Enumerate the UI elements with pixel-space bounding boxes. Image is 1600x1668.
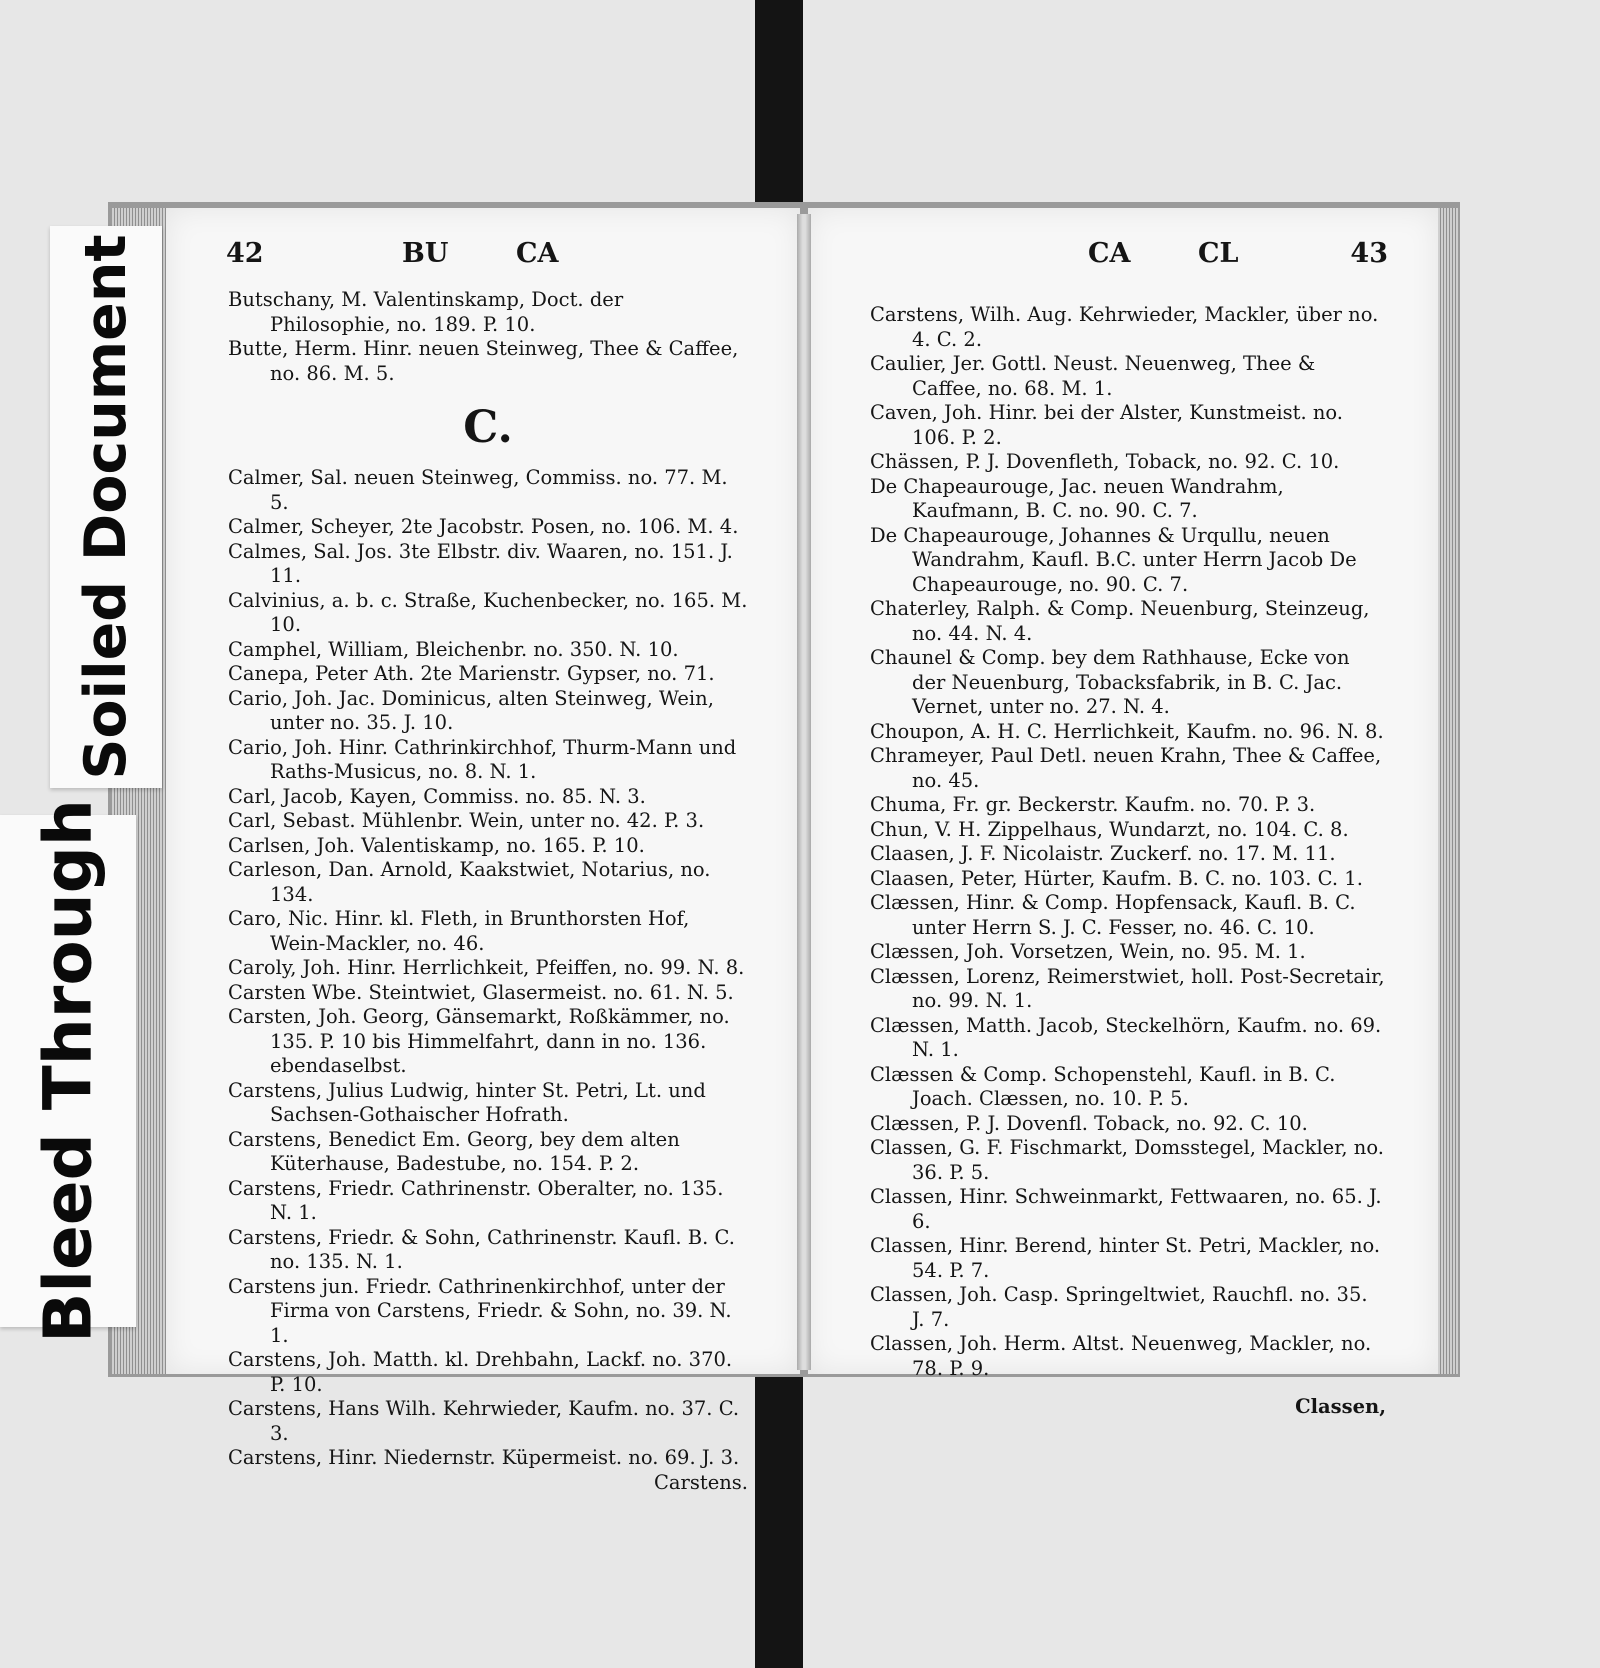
directory-entry: Caven, Joh. Hinr. bei der Alster, Kunstmeist. no. 106. P. 2. [870, 401, 1343, 449]
page-number: 42 [226, 238, 264, 269]
directory-entry: Carstens, Joh. Matth. kl. Drehbahn, Lackf. no. 370. P. 10. [228, 1348, 733, 1396]
page-number: 43 [1350, 238, 1388, 269]
directory-entry: Caroly, Joh. Hinr. Herrlichkeit, Pfeiffen, no. 99. N. 8. [228, 956, 745, 979]
directory-entry: De Chapeaurouge, Johannes & Urqullu, neuen Wandrahm, Kaufl. B.C. unter Herrn Jacob De Chapeaurouge, no. 90. C. 7. [870, 523, 1357, 596]
directory-entry: De Chapeaurouge, Jac. neuen Wandrahm, Kaufmann, B. C. no. 90. C. 7. [870, 474, 1284, 522]
directory-entry: Chässen, P. J. Dovenfleth, Toback, no. 92. C. 10. [870, 450, 1340, 473]
directory-entry: Carleson, Dan. Arnold, Kaakstwiet, Notarius, no. 134. [228, 858, 711, 906]
right-page-header [868, 238, 1388, 278]
directory-entry: Caro, Nic. Hinr. kl. Fleth, in Brunthorsten Hof, Wein-Mackler, no. 46. [228, 907, 690, 955]
directory-entry: Calmes, Sal. Jos. 3te Elbstr. div. Waaren, no. 151. J. 11. [228, 539, 733, 587]
directory-entry: Carsten Wbe. Steintwiet, Glasermeist. no. 61. N. 5. [228, 980, 734, 1004]
directory-entry: Carstens, Friedr. & Sohn, Cathrinenstr. Kaufl. B. C. no. 135. N. 1. [228, 1225, 735, 1273]
directory-entry: Carl, Sebast. Mühlenbr. Wein, unter no. 42. P. 3. [228, 809, 705, 832]
bleed-through-label [0, 799, 136, 1343]
directory-entry: Carstens, Hans Wilh. Kehrwieder, Kaufm. no. 37. C. 3. [228, 1397, 740, 1445]
directory-entry: Chaterley, Ralph. & Comp. Neuenburg, Steinzeug, no. 44. N. 4. [870, 597, 1370, 645]
directory-entry: Carstens jun. Friedr. Cathrinenkirchhof, unter der Firma von Carstens, Friedr. & Sohn, no. 39. N. 1. [228, 1274, 732, 1347]
directory-entry: Clæssen, Hinr. & Comp. Hopfensack, Kaufl. B. C. unter Herrn S. J. C. Fesser, no. 46. C. 10. [870, 891, 1356, 939]
directory-entry: Chrameyer, Paul Detl. neuen Krahn, Thee & Caffee, no. 45. [870, 744, 1382, 792]
header-letters-right: CA [516, 238, 559, 269]
header-letters-right: CL [1198, 238, 1239, 269]
directory-entry: Chaunel & Comp. bey dem Rathhause, Ecke von der Neuenburg, Tobacksfabrik, in B. C. Jac. Vernet, unter no. 27. N. 4. [870, 646, 1350, 718]
directory-entry: Choupon, A. H. C. Herrlichkeit, Kaufm. no. 96. N. 8. [870, 719, 1384, 743]
catchword: Classen, [1295, 1395, 1386, 1418]
header-letters-left: BU [402, 238, 449, 269]
catchword: Carstens. [653, 1470, 748, 1494]
directory-entry: Claasen, Peter, Hürter, Kaufm. B. C. no. 103. C. 1. [870, 866, 1363, 890]
directory-entry: Chuma, Fr. gr. Beckerstr. Kaufm. no. 70. P. 3. [870, 793, 1316, 816]
directory-entry: Canepa, Peter Ath. 2te Marienstr. Gypser, no. 71. [228, 662, 715, 685]
directory-entry: Butte, Herm. Hinr. neuen Steinweg, Thee & Caffee, no. 86. M. 5. [228, 337, 739, 385]
directory-entry: Carstens, Wilh. Aug. Kehrwieder, Mackler, über no. 4. C. 2. [870, 303, 1379, 351]
directory-entry: Camphel, William, Bleichenbr. no. 350. N. 10. [228, 637, 679, 661]
directory-entry: Cario, Joh. Jac. Dominicus, alten Steinweg, Wein, unter no. 35. J. 10. [228, 686, 714, 734]
right-page-entries [870, 303, 1386, 1420]
directory-entry: Classen, Joh. Casp. Springeltwiet, Rauchfl. no. 35. J. 7. [870, 1283, 1368, 1331]
directory-entry: Clæssen, Lorenz, Reimerstwiet, holl. Post-Secretair, no. 99. N. 1. [870, 964, 1385, 1012]
directory-entry: Carstens, Hinr. Niedernstr. Küpermeist. no. 69. J. 3. [228, 1446, 740, 1469]
section-letter: C. [463, 402, 513, 453]
soiled-document-label [50, 226, 162, 788]
right-page [808, 208, 1438, 1418]
directory-entry: Clæssen & Comp. Schopenstehl, Kaufl. in B. C. Joach. Clæssen, no. 10. P. 5. [870, 1062, 1336, 1110]
directory-entry: Carstens, Julius Ludwig, hinter St. Petri, Lt. und Sachsen-Gothaischer Hofrath. [228, 1078, 706, 1126]
directory-entry: Butschany, M. Valentinskamp, Doct. der Philosophie, no. 189. P. 10. [228, 288, 624, 336]
binding-strip-top [755, 0, 803, 212]
directory-entry: Clæssen, Joh. Vorsetzen, Wein, no. 95. M. 1. [870, 940, 1306, 963]
directory-entry: Carstens, Friedr. Cathrinenstr. Oberalter, no. 135. N. 1. [228, 1176, 724, 1224]
soiled-document-label-text: Soiled Document [73, 234, 139, 780]
directory-entry: Caulier, Jer. Gottl. Neust. Neuenweg, Thee & Caffee, no. 68. M. 1. [870, 352, 1316, 400]
directory-entry: Clæssen, Matth. Jacob, Steckelhörn, Kaufm. no. 69. N. 1. [870, 1013, 1382, 1061]
directory-entry: Classen, Hinr. Schweinmarkt, Fettwaaren, no. 65. J. 6. [870, 1185, 1382, 1233]
directory-entry: Carl, Jacob, Kayen, Commiss. no. 85. N. 3. [228, 784, 646, 808]
bleed-through-label-text: Bleed Through [29, 799, 107, 1343]
book-gutter [797, 214, 811, 1370]
binding-strip-bottom [755, 1370, 803, 1668]
directory-entry: Classen, Joh. Herm. Altst. Neuenweg, Mackler, no. 78. P. 9. [870, 1332, 1372, 1380]
directory-entry: Clæssen, P. J. Dovenfl. Toback, no. 92. C. 10. [870, 1111, 1308, 1135]
directory-entry: Carsten, Joh. Georg, Gänsemarkt, Roßkämmer, no. 135. P. 10 bis Himmelfahrt, dann in no. 136. ebendaselbst. [228, 1005, 730, 1077]
directory-entry: Calmer, Sal. neuen Steinweg, Commiss. no. 77. M. 5. [228, 466, 728, 514]
directory-entry: Calvinius, a. b. c. Straße, Kuchenbecker, no. 165. M. 10. [228, 588, 748, 636]
directory-entry: Carlsen, Joh. Valentiskamp, no. 165. P. 10. [228, 833, 645, 857]
header-letters-left: CA [1088, 238, 1131, 269]
directory-entry: Classen, Hinr. Berend, hinter St. Petri, Mackler, no. 54. P. 7. [870, 1234, 1381, 1282]
directory-entry: Calmer, Scheyer, 2te Jacobstr. Posen, no. 106. M. 4. [228, 515, 739, 538]
directory-entry: Claasen, J. F. Nicolaistr. Zuckerf. no. 17. M. 11. [870, 842, 1336, 865]
left-page-entries [228, 288, 748, 1495]
directory-entry: Carstens, Benedict Em. Georg, bey dem alten Küterhause, Badestube, no. 154. P. 2. [228, 1127, 680, 1175]
directory-entry: Classen, G. F. Fischmarkt, Domsstegel, Mackler, no. 36. P. 5. [870, 1136, 1384, 1184]
left-page-header [226, 238, 750, 278]
directory-entry: Cario, Joh. Hinr. Cathrinkirchhof, Thurm-Mann und Raths-Musicus, no. 8. N. 1. [228, 735, 737, 783]
left-page [166, 208, 800, 1494]
directory-entry: Chun, V. H. Zippelhaus, Wundarzt, no. 104. C. 8. [870, 817, 1349, 841]
